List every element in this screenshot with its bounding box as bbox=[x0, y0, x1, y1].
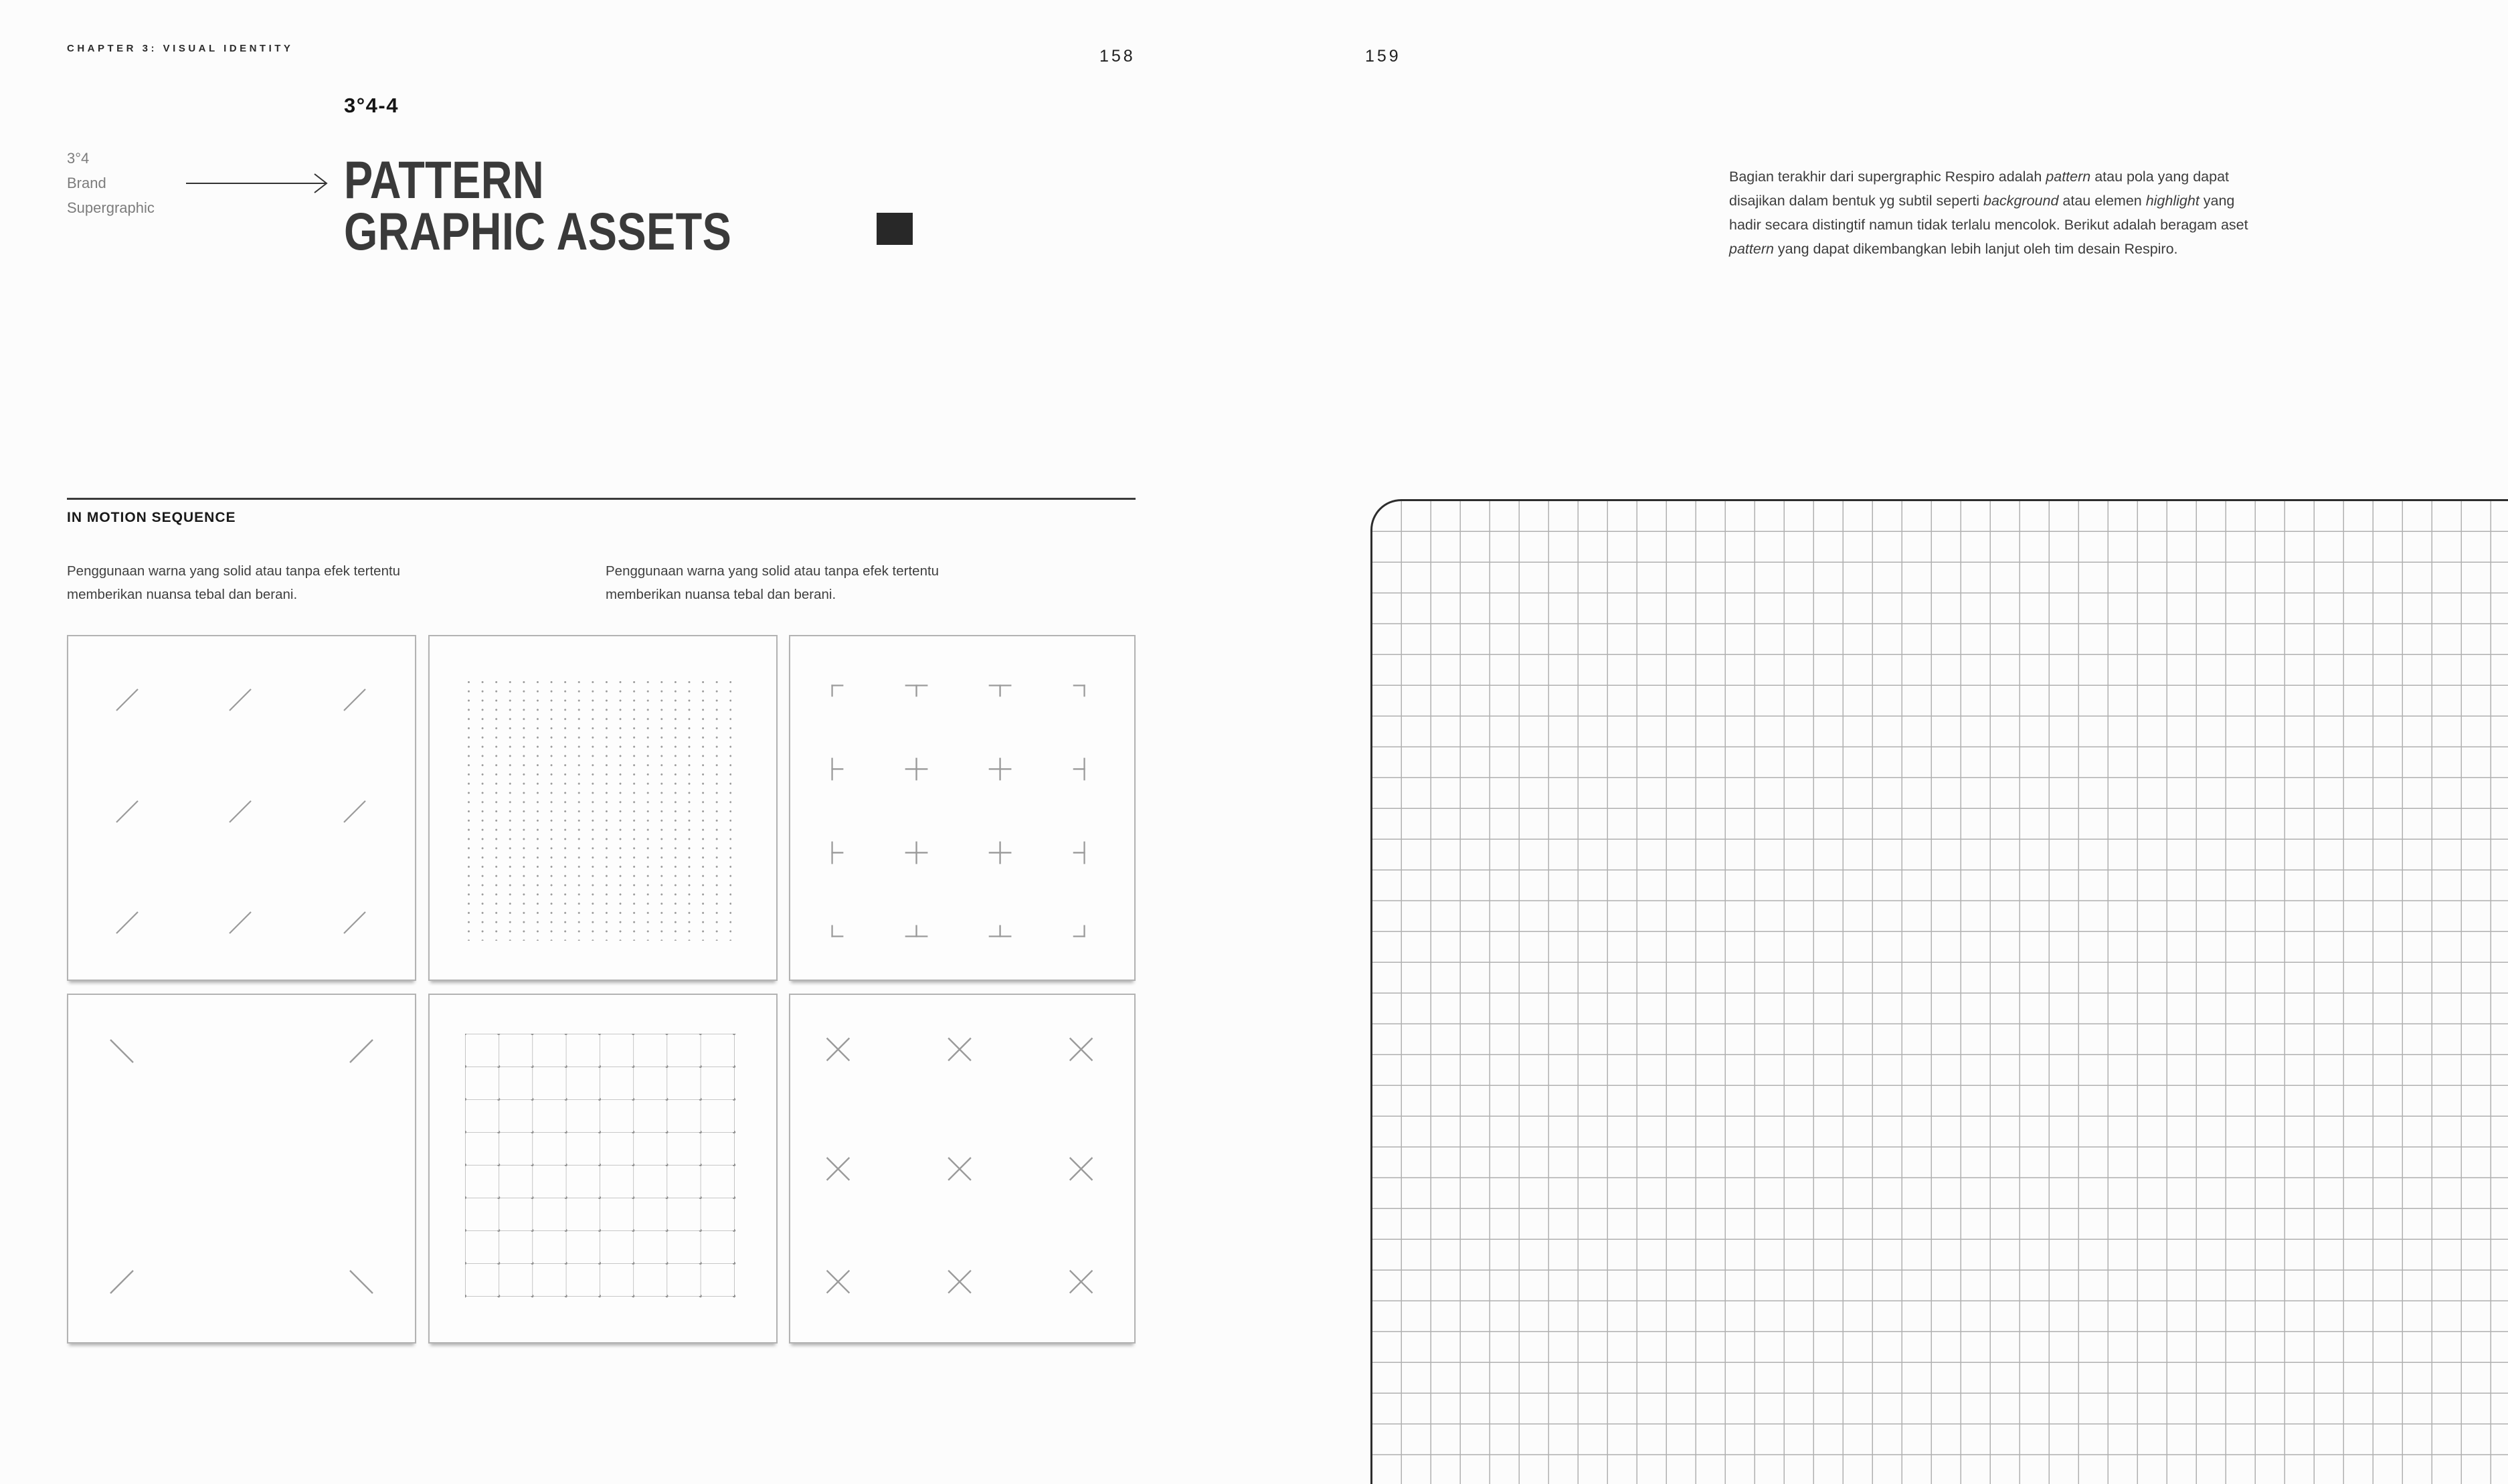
page-title bbox=[344, 150, 732, 261]
page-number-right: 159 bbox=[1365, 47, 1401, 66]
pattern-tile-crosshair-grid bbox=[789, 635, 1136, 981]
intro-line: hadir secara distingtif namun tidak terlalu mencolok. Berikut adalah beragam aset bbox=[1729, 217, 2248, 233]
pattern-caption-right bbox=[606, 559, 1114, 606]
page-title-line1: PATTERN bbox=[344, 150, 545, 209]
intro-line: disajikan dalam bentuk yg subtil seperti background atau elemen highlight yang bbox=[1729, 193, 2235, 209]
intro-paragraph bbox=[1729, 165, 2438, 261]
square-grid-pattern-icon bbox=[430, 995, 776, 1342]
crosshair-grid-pattern-icon bbox=[790, 636, 1134, 980]
caption-line: Penggunaan warna yang solid atau tanpa efek tertentu bbox=[606, 563, 939, 579]
section-rule bbox=[67, 498, 1136, 500]
sidenote-code: 3°4 bbox=[67, 150, 90, 167]
caption-line: memberikan nuansa tebal dan berani. bbox=[606, 587, 836, 602]
section-heading: IN MOTION SEQUENCE bbox=[67, 510, 236, 525]
corner-diagonals-pattern-icon bbox=[68, 995, 415, 1342]
caption-line: Penggunaan warna yang solid atau tanpa efek tertentu bbox=[67, 563, 401, 579]
page-title-line2: GRAPHIC ASSETS bbox=[344, 201, 732, 261]
pattern-tile-dot-grid bbox=[428, 635, 778, 981]
title-accent-square bbox=[877, 213, 913, 245]
arrow-right-icon bbox=[185, 171, 331, 199]
diagonal-ticks-pattern-icon bbox=[68, 636, 415, 980]
pattern-caption-left bbox=[67, 559, 575, 606]
pattern-tile-x-marks bbox=[789, 994, 1136, 1343]
sidenote bbox=[67, 146, 155, 220]
x-marks-pattern-icon bbox=[790, 995, 1134, 1342]
chapter-label: CHAPTER 3: VISUAL IDENTITY bbox=[67, 43, 294, 54]
dot-grid-pattern-icon bbox=[468, 681, 731, 941]
intro-line: Bagian terakhir dari supergraphic Respiro adalah pattern atau pola yang dapat bbox=[1729, 169, 2230, 185]
pattern-tile-square-grid bbox=[428, 994, 778, 1343]
pattern-tile-corner-diagonals bbox=[67, 994, 416, 1343]
caption-line: memberikan nuansa tebal dan berani. bbox=[67, 587, 298, 602]
intro-line: pattern yang dapat dikembangkan lebih lanjut oleh tim desain Respiro. bbox=[1729, 241, 2178, 257]
sidenote-line: Brand bbox=[67, 175, 106, 191]
supergraphic-grid bbox=[1370, 499, 2508, 1484]
pattern-tile-diagonal-ticks bbox=[67, 635, 416, 981]
section-code: 3°4-4 bbox=[344, 94, 399, 117]
sidenote-line: Supergraphic bbox=[67, 199, 155, 216]
page-number-left: 158 bbox=[1099, 47, 1136, 66]
